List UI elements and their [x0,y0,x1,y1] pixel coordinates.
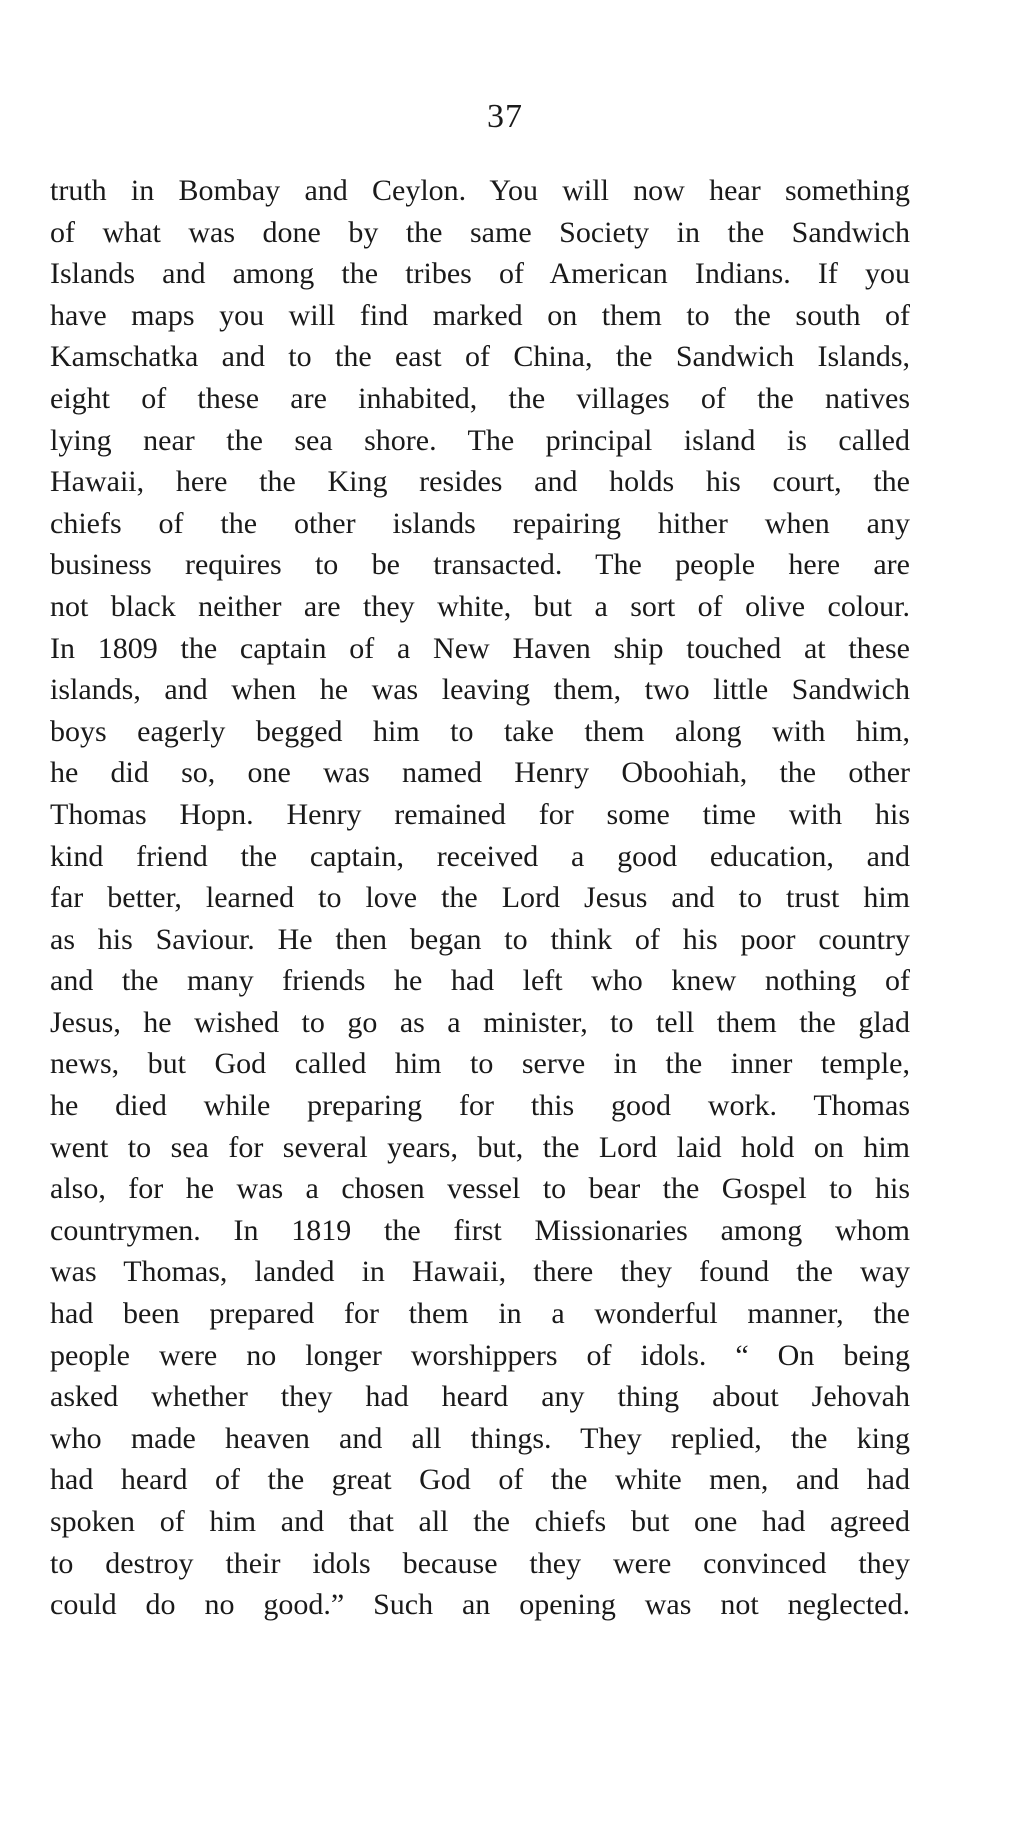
text-line: far better, learned to love the Lord Jesus and to trust him [50,881,910,915]
text-line: not black neither are they white, but a sort of olive colour. [50,589,910,623]
text-line: to destroy their idols because they were convinced they [50,1546,910,1580]
text-line: countrymen. In 1819 the first Missionaries among whom [50,1213,910,1247]
text-line: Thomas Hopn. Henry remained for some time with his [50,797,910,831]
text-line: boys eagerly begged him to take them along with him, [50,714,910,748]
text-line: went to sea for several years, but, the Lord laid hold on him [50,1130,910,1164]
text-line: In 1809 the captain of a New Haven ship touched at these [50,631,910,665]
text-line: had been prepared for them in a wonderful manner, the [50,1297,910,1331]
text-line: kind friend the captain, received a good education, and [50,839,910,873]
text-line: islands, and when he was leaving them, two little Sandwich [50,673,910,707]
text-line: who made heaven and all things. They replied, the king [50,1421,910,1455]
text-line: Hawaii, here the King resides and holds his court, the [50,465,910,499]
text-line: Jesus, he wished to go as a minister, to tell them the glad [50,1005,910,1039]
text-line: as his Saviour. He then began to think of his poor country [50,922,910,956]
text-line: had heard of the great God of the white men, and had [50,1463,910,1497]
text-line: of what was done by the same Society in the Sandwich [50,215,910,249]
text-line: spoken of him and that all the chiefs but one had agreed [50,1505,910,1538]
page-number: 37 [487,98,523,135]
text-line: news, but God called him to serve in the inner temple, [50,1047,910,1081]
text-line: also, for he was a chosen vessel to bear the Gospel to his [50,1172,910,1206]
text-line: could do no good.” Such an opening was not neglected. [50,1588,910,1622]
text-line: Islands and among the tribes of American Indians. If you [50,257,910,291]
text-line: he did so, one was named Henry Oboohiah, the other [50,756,910,790]
text-line: people were no longer worshippers of idols. “ On being [50,1338,910,1372]
text-line: have maps you will find marked on them to the south of [50,298,910,332]
text-line: truth in Bombay and Ceylon. You will now hear something [50,174,910,207]
text-line: and the many friends he had left who knew nothing of [50,964,910,998]
body-text [50,170,910,1626]
text-line: chiefs of the other islands repairing hither when any [50,506,910,540]
text-line: he died while preparing for this good work. Thomas [50,1089,910,1123]
text-line: eight of these are inhabited, the villages of the natives [50,381,910,415]
text-line: was Thomas, landed in Hawaii, there they found the way [50,1255,910,1289]
text-line: asked whether they had heard any thing about Jehovah [50,1380,910,1414]
text-line: Kamschatka and to the east of China, the Sandwich Islands, [50,340,910,374]
text-line: business requires to be transacted. The people here are [50,548,910,582]
text-line: lying near the sea shore. The principal island is called [50,423,910,457]
